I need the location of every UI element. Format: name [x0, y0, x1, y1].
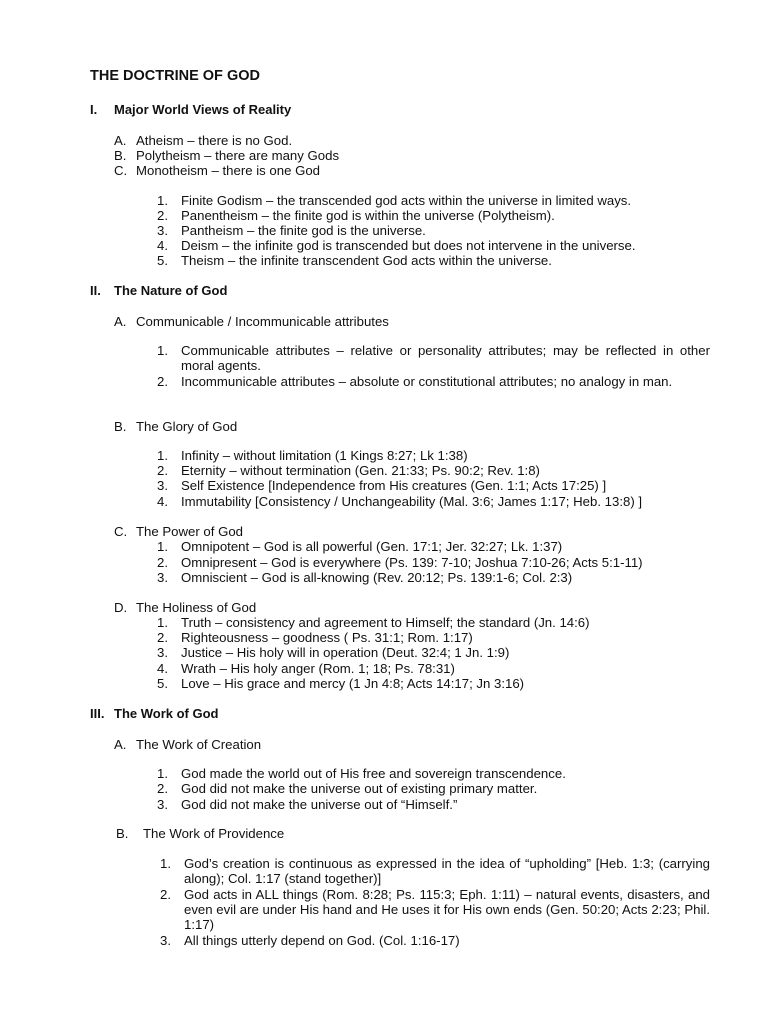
sub-text: The Power of God: [136, 524, 244, 539]
item-number: 1.: [157, 766, 168, 781]
subheading-atheism: [114, 133, 292, 148]
item-text: God acts in ALL things (Rom. 8:28; Ps. 115:3; Eph. 1:11) – natural events, disasters, and even evil are under His hand and He uses it for His own ends (Gen. 50:20; Acts 2:23; Phil. 1:17): [184, 887, 710, 933]
item-number: 3.: [157, 797, 168, 812]
item-number: 3.: [157, 478, 168, 493]
section-title: The Work of God: [114, 706, 219, 721]
section-heading-3: [90, 706, 218, 721]
item-number: 2.: [160, 887, 171, 902]
subheading-holiness: [114, 600, 256, 615]
sub-letter: A.: [114, 133, 127, 148]
item-number: 1.: [157, 343, 168, 358]
subheading-glory: [114, 419, 237, 434]
list-item: [157, 630, 710, 645]
sub-letter: B.: [116, 826, 129, 841]
list-item: [157, 374, 710, 389]
item-number: 2.: [157, 781, 168, 796]
item-number: 2.: [157, 374, 168, 389]
item-number: 4.: [157, 661, 168, 676]
list-item: [157, 193, 710, 208]
section-heading-2: [90, 283, 227, 298]
item-number: 3.: [160, 933, 171, 948]
subheading-creation: [114, 737, 261, 752]
item-text: Infinity – without limitation (1 Kings 8:27; Lk 1:38): [181, 448, 468, 463]
list-item: [157, 539, 710, 554]
item-number: 1.: [157, 448, 168, 463]
item-number: 5.: [157, 676, 168, 691]
list-item: [157, 766, 710, 781]
sub-letter: A.: [114, 737, 127, 752]
item-number: 1.: [157, 615, 168, 630]
list-item: [160, 887, 710, 933]
item-text: Omnipresent – God is everywhere (Ps. 139: 7-10; Joshua 7:10-26; Acts 5:1-11): [181, 555, 643, 570]
list-item: [157, 555, 710, 570]
sub-letter: C.: [114, 524, 128, 539]
item-number: 2.: [157, 463, 168, 478]
sub-letter: A.: [114, 314, 127, 329]
item-text: All things utterly depend on God. (Col. 1:16-17): [184, 933, 460, 948]
list-item: [157, 661, 710, 676]
list-item: [157, 645, 710, 660]
sub-letter: B.: [114, 148, 127, 163]
item-number: 3.: [157, 223, 168, 238]
subheading-providence: [116, 826, 284, 841]
list-item: [157, 570, 710, 585]
item-text: Panentheism – the finite god is within the universe (Polytheism).: [181, 208, 555, 223]
list-item: [157, 797, 710, 812]
section-heading-1: [90, 102, 291, 117]
list-item: [157, 676, 710, 691]
item-text: Truth – consistency and agreement to Himself; the standard (Jn. 14:6): [181, 615, 590, 630]
item-text: Theism – the infinite transcendent God acts within the universe.: [181, 253, 552, 268]
item-number: 4.: [157, 238, 168, 253]
item-text: Communicable attributes – relative or personality attributes; may be reflected in other moral agents.: [181, 343, 710, 374]
item-number: 1.: [160, 856, 171, 871]
subheading-monotheism: [114, 163, 320, 178]
list-item: [157, 615, 710, 630]
item-text: Deism – the infinite god is transcended but does not intervene in the universe.: [181, 238, 636, 253]
item-number: 2.: [157, 208, 168, 223]
item-text: God did not make the universe out of “Himself.”: [181, 797, 458, 812]
list-item: [157, 238, 710, 253]
item-text: Justice – His holy will in operation (Deut. 32:4; 1 Jn. 1:9): [181, 645, 510, 660]
list-item: [157, 463, 710, 478]
sub-text: Atheism – there is no God.: [136, 133, 293, 148]
list-item: [157, 223, 710, 238]
item-number: 1.: [157, 539, 168, 554]
item-number: 4.: [157, 494, 168, 509]
section-number: II.: [90, 283, 101, 298]
subheading-polytheism: [114, 148, 339, 163]
item-text: Omniscient – God is all-knowing (Rev. 20:12; Ps. 139:1-6; Col. 2:3): [181, 570, 573, 585]
list-item: [157, 343, 710, 373]
item-text: Self Existence [Independence from His creatures (Gen. 1:1; Acts 17:25) ]: [181, 478, 607, 493]
section-number: I.: [90, 102, 98, 117]
item-text: Immutability [Consistency / Unchangeability (Mal. 3:6; James 1:17; Heb. 13:8) ]: [181, 494, 643, 509]
item-text: God made the world out of His free and sovereign transcendence.: [181, 766, 566, 781]
sub-text: The Glory of God: [136, 419, 238, 434]
subheading-power: [114, 524, 243, 539]
sub-text: Communicable / Incommunicable attributes: [136, 314, 389, 329]
document-title: THE DOCTRINE OF GOD: [90, 68, 260, 84]
sub-text: The Holiness of God: [136, 600, 257, 615]
list-item: [160, 856, 710, 886]
list-item: [157, 781, 710, 796]
list-item: [160, 933, 710, 948]
sub-text: Polytheism – there are many Gods: [136, 148, 340, 163]
item-number: 2.: [157, 630, 168, 645]
sub-text: Monotheism – there is one God: [136, 163, 320, 178]
section-title: Major World Views of Reality: [114, 102, 292, 117]
list-item: [157, 494, 710, 509]
sub-text: The Work of Providence: [143, 826, 285, 841]
item-text: Love – His grace and mercy (1 Jn 4:8; Acts 14:17; Jn 3:16): [181, 676, 525, 691]
item-number: 3.: [157, 645, 168, 660]
section-title: The Nature of God: [114, 283, 228, 298]
item-text: Incommunicable attributes – absolute or constitutional attributes; no analogy in man.: [181, 374, 673, 389]
list-item: [157, 208, 710, 223]
sub-letter: C.: [114, 163, 128, 178]
item-number: 2.: [157, 555, 168, 570]
sub-text: The Work of Creation: [136, 737, 262, 752]
subheading-attributes: [114, 314, 389, 329]
item-text: Omnipotent – God is all powerful (Gen. 17:1; Jer. 32:27; Lk. 1:37): [181, 539, 563, 554]
item-text: Righteousness – goodness ( Ps. 31:1; Rom. 1:17): [181, 630, 473, 645]
section-number: III.: [90, 706, 105, 721]
item-text: Finite Godism – the transcended god acts within the universe in limited ways.: [181, 193, 632, 208]
item-number: 5.: [157, 253, 168, 268]
item-number: 1.: [157, 193, 168, 208]
item-text: Eternity – without termination (Gen. 21:33; Ps. 90:2; Rev. 1:8): [181, 463, 540, 478]
item-text: Pantheism – the finite god is the universe.: [181, 223, 426, 238]
item-text: Wrath – His holy anger (Rom. 1; 18; Ps. 78:31): [181, 661, 455, 676]
item-number: 3.: [157, 570, 168, 585]
list-item: [157, 478, 710, 493]
list-item: [157, 253, 710, 268]
sub-letter: D.: [114, 600, 128, 615]
item-text: God did not make the universe out of existing primary matter.: [181, 781, 538, 796]
item-text: God’s creation is continuous as expressed in the idea of “upholding” [Heb. 1:3; (carrying along); Col. 1:17 (stand together)]: [184, 856, 710, 887]
sub-letter: B.: [114, 419, 127, 434]
list-item: [157, 448, 710, 463]
